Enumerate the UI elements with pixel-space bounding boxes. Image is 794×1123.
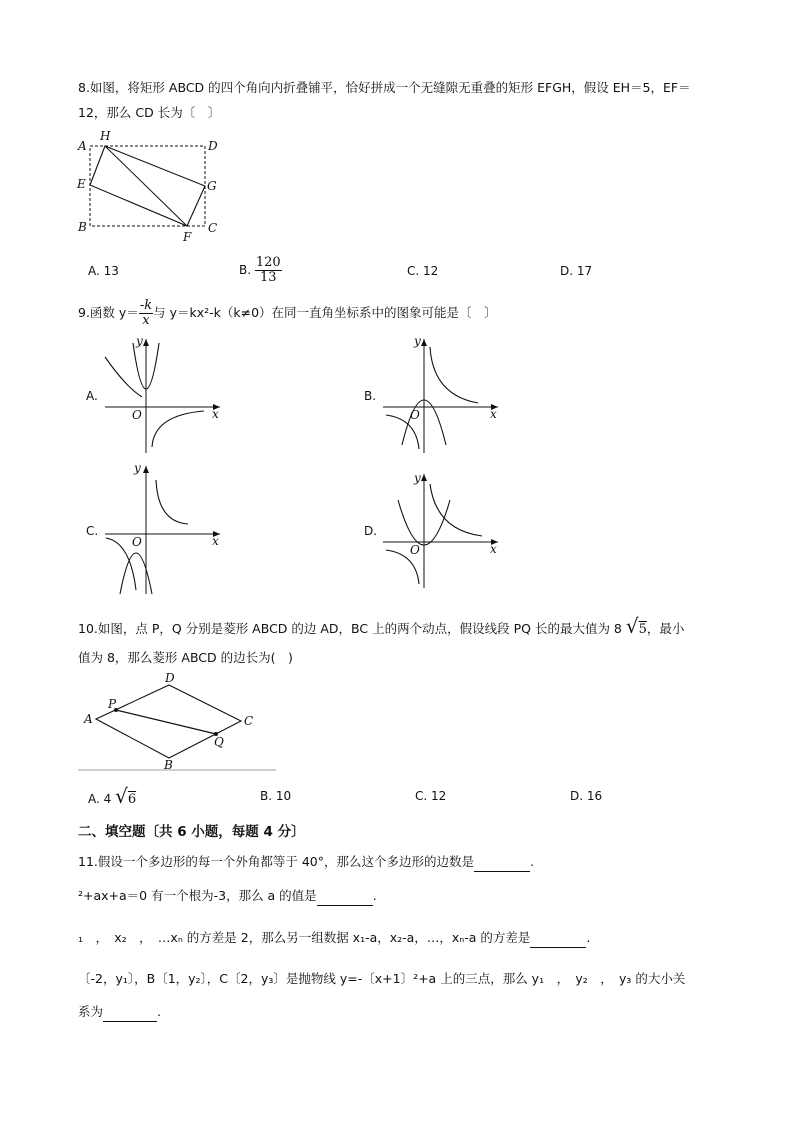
q9-graph-c-y-label: y: [134, 462, 141, 475]
q9-suffix: 与 y＝kx²-k（k≠0）在同一直角坐标系中的图象可能是〔 〕: [153, 305, 497, 320]
q8-rectangle-figure: [70, 128, 230, 248]
q9-graph-a-x-label: x: [212, 407, 219, 421]
label-q: Q: [214, 735, 224, 749]
q11: [78, 853, 534, 872]
q8-option-b-denominator: 13: [260, 270, 277, 285]
label-g: G: [207, 179, 217, 193]
q9-graph-a-label[interactable]: A.: [86, 389, 98, 403]
rect-abcd: [90, 146, 205, 226]
q12: [78, 887, 377, 906]
q8-option-c[interactable]: C. 12: [407, 264, 439, 278]
q9-graph-c-label[interactable]: C.: [86, 524, 99, 538]
q8-option-b-numerator: 120: [255, 255, 281, 270]
q8-option-b-fraction: [255, 256, 282, 285]
q10-option-a-radicand: 6: [127, 792, 137, 807]
q13-end: .: [586, 930, 591, 945]
q9-fraction-numerator: -k: [139, 298, 153, 313]
q12-text: ²+ax+a＝0 有一个根为-3，那么 a 的值是: [78, 888, 317, 903]
q11-end: .: [530, 854, 534, 869]
rect-efgh: [90, 146, 205, 226]
q11-answer-blank[interactable]: [474, 853, 530, 872]
q10-line1-radicand: 5: [638, 622, 647, 637]
q9-graph-d-hyperbola-right: [430, 484, 482, 536]
q9-graph-a-y-label: y: [136, 335, 143, 348]
label-h: H: [100, 129, 111, 143]
q9-prefix: 9.函数 y＝: [78, 305, 139, 320]
q8-line2: 12，那么 CD 长为〔 〕: [78, 105, 221, 120]
segment-pq: [116, 710, 216, 734]
q9-graph-c[interactable]: [100, 462, 230, 597]
q12-end: .: [372, 888, 377, 903]
q9-graph-b[interactable]: [378, 335, 508, 455]
q10-sqrt-symbol: √: [625, 614, 639, 638]
q9-graph-b-hyperbola-right: [430, 347, 478, 403]
q9-graph-d-label[interactable]: D.: [364, 524, 378, 538]
label-e: E: [77, 177, 86, 191]
q9-graph-c-hyperbola-right: [156, 480, 188, 524]
label-f: F: [183, 230, 192, 244]
label-a: A: [78, 139, 87, 153]
label-b: B: [78, 220, 87, 234]
q8-option-b[interactable]: [239, 256, 282, 285]
q13-text: ₁ ， x₂ ， …xₙ 的方差是 2，那么另一组数据 x₁-a，x₂-a，…，xₙ-a 的方差是: [78, 930, 531, 945]
q12-answer-blank[interactable]: [317, 887, 373, 906]
q13-answer-blank[interactable]: [530, 929, 586, 948]
q10-rhombus-figure: [76, 670, 276, 780]
section-2-title: 二、填空题〔共 6 小题，每题 4 分〕: [78, 824, 305, 840]
label-d: D: [208, 139, 218, 153]
q9-graph-d[interactable]: [378, 470, 508, 590]
q11-text: 11.假设一个多边形的每一个外角都等于 40°，那么这个多边形的边数是: [78, 854, 475, 869]
q10-option-c[interactable]: C. 12: [415, 789, 447, 803]
q10-option-b[interactable]: B. 10: [260, 789, 292, 803]
label-b: B: [164, 758, 173, 772]
q9-graph-b-origin: O: [410, 408, 420, 422]
q10-option-a[interactable]: [88, 784, 136, 808]
q10-line1-suffix: ，最小: [646, 621, 685, 636]
q14-end: .: [157, 1004, 161, 1019]
q9-graph-c-origin: O: [132, 535, 142, 549]
q8-option-d[interactable]: D. 17: [560, 264, 593, 278]
q9-graph-b-y-label: y: [414, 335, 421, 348]
label-d: D: [165, 671, 175, 685]
q9-stem: [78, 299, 497, 328]
q14-line2: [78, 1003, 161, 1022]
q10-line2: 值为 8，那么菱形 ABCD 的边长为( ): [78, 650, 293, 665]
q14-answer-blank[interactable]: [103, 1003, 157, 1022]
q9-graph-b-x-label: x: [490, 407, 497, 421]
q9-graph-a[interactable]: [100, 335, 230, 455]
q9-graph-a-origin: O: [132, 408, 142, 422]
q14-text: 系为: [78, 1004, 104, 1019]
q9-graph-d-y-label: y: [414, 471, 421, 485]
label-a: A: [84, 712, 93, 726]
label-c: C: [208, 221, 218, 235]
q10-option-d[interactable]: D. 16: [570, 789, 603, 803]
q10-line1-prefix: 10.如图，点 P，Q 分别是菱形 ABCD 的边 AD，BC 上的两个动点，假设线段 PQ 长的最大值为 8: [78, 621, 622, 636]
q9-graph-d-origin: O: [410, 543, 420, 557]
q13: [78, 929, 590, 948]
q10-option-a-sqrt-symbol: √: [115, 784, 128, 808]
label-p: P: [108, 697, 117, 711]
q9-graph-c-x-label: x: [212, 534, 219, 548]
q8-option-a[interactable]: A. 13: [88, 264, 119, 278]
fold-line-hf: [105, 146, 187, 226]
q8-option-b-prefix: B.: [239, 263, 252, 277]
q9-fraction-denominator: x: [142, 313, 150, 328]
q9-graph-b-label[interactable]: B.: [364, 389, 377, 403]
q10-option-a-prefix: A. 4: [88, 792, 112, 806]
q9-graph-a-hyperbola-right: [152, 411, 204, 447]
q9-fraction: [139, 299, 153, 328]
q8-line1: 8.如图，将矩形 ABCD 的四个角向内折叠铺平，恰好拼成一个无缝隙无重叠的矩形 EFGH，假设 EH＝5，EF＝: [78, 80, 691, 95]
label-c: C: [244, 714, 254, 728]
q14-line1: 〔-2，y₁〕，B〔1，y₂〕，C〔2，y₃〕是抛物线 y=-〔x+1〕²+a 上的三点，那么 y₁ ， y₂ ， y₃ 的大小关: [78, 971, 686, 986]
q9-graph-d-x-label: x: [490, 542, 497, 556]
q10-line1: [78, 614, 685, 639]
